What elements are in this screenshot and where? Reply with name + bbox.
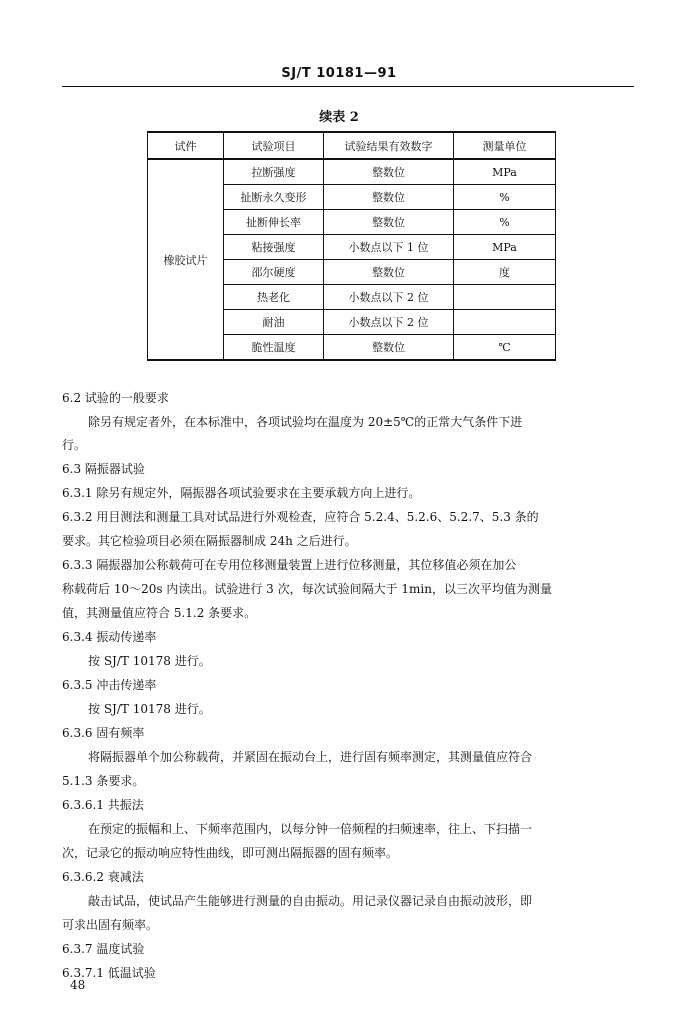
paragraph-line: 除另有规定者外，在本标准中，各项试验均在温度为 20±5℃的正常大气条件下进	[88, 415, 523, 429]
section-heading: 6.3.6.1 共振法	[62, 798, 144, 812]
digits-cell: 整数位	[324, 210, 454, 235]
standard-code: SJ/T 10181—91	[281, 66, 397, 81]
paragraph-line: 5.1.3 条要求。	[62, 774, 145, 788]
table-row	[148, 159, 556, 185]
paragraph-line: 按 SJ/T 10178 进行。	[88, 702, 211, 716]
section-heading: 6.3.5 冲击传递率	[62, 678, 157, 692]
digits-cell: 小数点以下 2 位	[324, 285, 454, 310]
test-item-cell: 扯断伸长率	[224, 210, 324, 235]
unit-cell	[454, 310, 556, 335]
section-heading: 6.2 试验的一般要求	[62, 391, 169, 405]
test-item-cell: 扯断永久变形	[224, 185, 324, 210]
unit-cell: %	[454, 185, 556, 210]
digits-cell: 整数位	[324, 335, 454, 361]
unit-cell	[454, 285, 556, 310]
unit-cell: ℃	[454, 335, 556, 361]
section-heading: 6.3.4 振动传递率	[62, 630, 157, 644]
paragraph-line: 次，记录它的振动响应特性曲线，即可测出隔振器的固有频率。	[62, 846, 399, 860]
section-heading: 6.3 隔振器试验	[62, 462, 145, 476]
clause-line: 6.3.2 用目测法和测量工具对试品进行外观检查，应符合 5.2.4、5.2.6、5.2.7、5.3 条的	[62, 510, 539, 524]
section-heading: 6.3.6 固有频率	[62, 726, 145, 740]
paragraph-line: 将隔振器单个加公称载荷，并紧固在振动台上，进行固有频率测定，其测量值应符合	[88, 750, 533, 764]
section-heading: 6.3.7 温度试验	[62, 942, 145, 956]
section-heading: 6.3.6.2 衰减法	[62, 870, 144, 884]
test-item-cell: 热老化	[224, 285, 324, 310]
unit-cell: 度	[454, 260, 556, 285]
col-header-test-item: 试验项目	[224, 132, 324, 159]
digits-cell: 整数位	[324, 185, 454, 210]
col-header-specimen: 试件	[148, 132, 224, 159]
test-item-cell: 粘接强度	[224, 235, 324, 260]
test-item-cell: 耐油	[224, 310, 324, 335]
digits-cell: 整数位	[324, 260, 454, 285]
specimen-cell: 橡胶试片	[148, 159, 224, 360]
paragraph-line: 要求。其它检验项目必须在隔振器制成 24h 之后进行。	[62, 534, 357, 548]
paragraph-line: 在预定的振幅和上、下频率范围内，以每分钟一倍频程的扫频速率，往上、下扫描一	[88, 822, 533, 836]
test-item-cell: 脆性温度	[224, 335, 324, 361]
col-header-significant-digits: 试验结果有效数字	[324, 132, 454, 159]
unit-cell: MPa	[454, 159, 556, 185]
paragraph-line: 值，其测量值应符合 5.1.2 条要求。	[62, 606, 257, 620]
test-spec-table	[147, 131, 556, 361]
paragraph-line: 按 SJ/T 10178 进行。	[88, 654, 211, 668]
paragraph-line: 行。	[62, 438, 87, 452]
clause-line: 6.3.1 除另有规定外，隔振器各项试验要求在主要承载方向上进行。	[62, 486, 421, 500]
unit-cell: MPa	[454, 235, 556, 260]
table-caption: 续表 2	[319, 110, 359, 125]
header-rule	[62, 86, 634, 87]
test-item-cell: 拉断强度	[224, 159, 324, 185]
table-header-row	[148, 132, 556, 159]
test-item-cell: 邵尔硬度	[224, 260, 324, 285]
section-heading: 6.3.7.1 低温试验	[62, 966, 156, 980]
clause-line: 6.3.3 隔振器加公称载荷可在专用位移测量装置上进行位移测量，其位移值必须在加公	[62, 558, 517, 572]
col-header-unit: 测量单位	[454, 132, 556, 159]
paragraph-line: 可求出固有频率。	[62, 918, 159, 932]
digits-cell: 小数点以下 1 位	[324, 235, 454, 260]
unit-cell: %	[454, 210, 556, 235]
paragraph-line: 敲击试品，使试品产生能够进行测量的自由振动。用记录仪器记录自由振动波形，即	[88, 894, 533, 908]
paragraph-line: 称载荷后 10～20s 内读出。试验进行 3 次，每次试验间隔大于 1min，以三次平均值为测量	[62, 582, 552, 596]
digits-cell: 整数位	[324, 159, 454, 185]
page-number: 48	[70, 978, 86, 992]
digits-cell: 小数点以下 2 位	[324, 310, 454, 335]
